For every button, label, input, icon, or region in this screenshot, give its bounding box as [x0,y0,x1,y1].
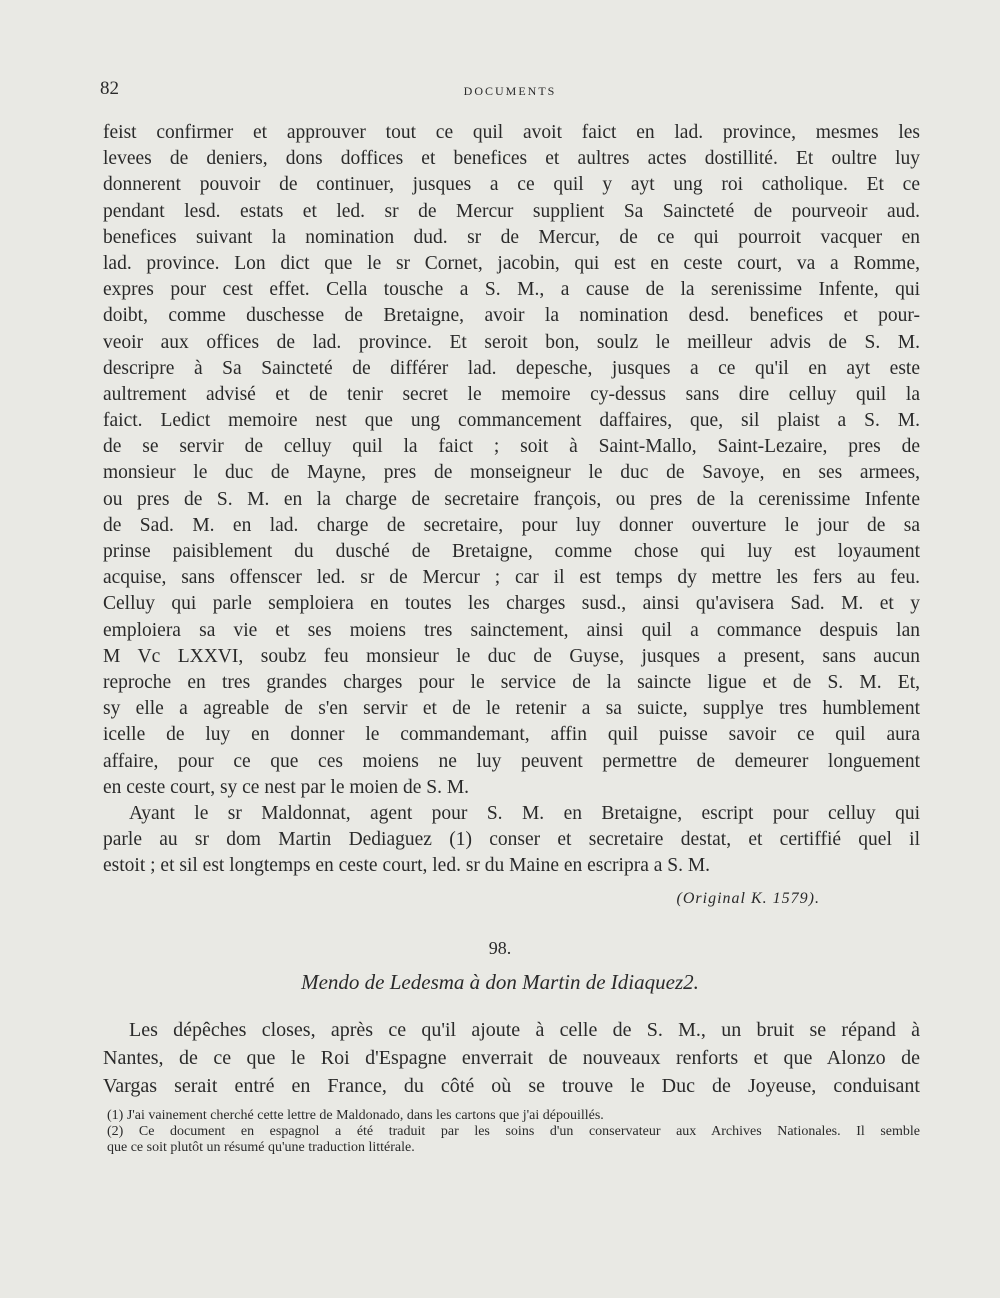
document-title: Mendo de Ledesma à don Martin de Idiaquez2. [301,970,699,994]
body-line: descripre à Sa Sainctеté de différer lad. depesche, jusques a ce qu'il en ayt este [103,357,920,379]
body-line: veoir aux offices de lad. province. Et seroit bon, soulz le meilleur advis de S. M. [103,331,920,353]
running-head: DOCUMENTS [463,84,557,98]
body-line: doibt, comme duschesse de Bretaigne, avoir la nomination desd. benefices et pour- [103,305,920,327]
body-line: ou pres de S. M. en la charge de secretaire françois, ou pres de la cerenissime Infente [103,488,920,510]
body-line: de Sad. M. en lad. charge de secretaire, pour luy donner ouverture le jour de sa [103,514,920,536]
page-header [100,78,920,102]
body-text [103,120,920,879]
document-line: Vargas serait entré en France, du côté où se trouve le Duc de Joyeuse, conduisant [103,1075,920,1097]
body-line: de se servir de celluy quil la faict ; soit à Saint-Mallo, Saint-Lezaire, pres de [103,436,920,458]
body-line: expres pour cest effet. Cella tousche a S. M., a cause de la serenissime Infente, qui [103,279,920,301]
body-line: Celluy qui parle semploiera en toutes les charges susd., ainsi qu'avisera Sad. M. et y [103,593,920,615]
body-line: M Vc LXXVI, soubz feu monsieur le duc de Guyse, jusques a present, sans aucun [103,645,920,667]
body-line: faict. Ledict memoire nest que ung commancement daffaires, que, sil plaist a S. M. [103,410,920,432]
body-line: affaire, pour ce que ces moiens ne luy peuvent permettre de demeurer longuement [103,750,920,772]
body-line: acquise, sans offenscer led. sr de Mercur ; car il est temps dy mettre les fers au feu. [103,567,920,589]
body-line: lad. province. Lon dict que le sr Cornet, jacobin, qui est en ceste court, va a Romme, [103,252,920,274]
footnote: (2) Ce document en espagnol a été traduit par les soins d'un conservateur aux Archives Nationales. Il semble [107,1124,920,1139]
body-line: Ayant le sr Maldonnat, agent pour S. M. en Bretaigne, escript pour celluy qui [129,802,920,824]
body-line: estoit ; et sil est longtemps en ceste court, led. sr du Maine en escripra a S. M. [103,855,711,877]
source-note: (Original K. 1579). [676,890,820,907]
body-line: parle au sr dom Martin Dediaguez (1) conser et secretaire destat, et certiffié quel il [103,829,920,851]
body-line: sy elle a agreable de s'en servir et de le retenir a sa suicte, supplye tres humblement [103,698,920,720]
body-line: monsieur le duc de Mayne, pres de monseigneur le duc de Savoye, en ses armees, [103,462,920,484]
body-line: icelle de luy en donner le commandemant, affin quil puisse savoir ce quil aura [103,724,920,746]
footnote: (1) J'ai vainement cherché cette lettre de Maldonado, dans les cartons que j'ai dépouillés. [107,1108,604,1123]
body-line: pendant lesd. estats et led. sr de Mercur supplient Sa Sainctеté de pourveoir aud. [103,200,920,222]
body-line: levees de deniers, dons doffices et benefices et aultres actes dostillité. Et oultre luy [103,148,920,170]
body-line: feist confirmer et approuver tout ce quil avoit faict en lad. province, mesmes les [103,122,920,143]
body-line: donnerent pouvoir de continuer, jusques a ce quil y ayt ung roi catholique. Et ce [103,174,920,196]
document-body [103,1016,920,1100]
page-number: 82 [100,78,119,99]
document-number: 98. [488,938,512,958]
body-line: prinse paisiblement du dusché de Bretaigne, comme chose qui luy est loyaument [103,541,920,562]
body-line: benefices suivant la nomination dud. sr de Mercur, de ce qui pourroit vacquer en [103,226,920,248]
body-line: aultrement advisé et de tenir secret le memoire cy-dessus sans dire celluy quil la [103,383,920,405]
document-line: Les dépêches closes, après ce qu'il ajoute à celle de S. M., un bruit se répand à [129,1019,920,1041]
body-line: reproche en tres grandes charges pour le service de la saincte ligue et de S. M. Et, [103,671,920,693]
footnotes [107,1108,920,1156]
footnote: que ce soit plutôt un résumé qu'une traduction littérale. [107,1140,415,1155]
body-line: en ceste court, sy ce nest par le moien de S. M. [103,776,470,798]
document-line: Nantes, de ce que le Roi d'Espagne enverrait de nouveaux renforts et que Alonzo de [103,1047,920,1069]
body-line: emploiera sa vie et ses moiens tres sainctement, ainsi quil a commance despuis lan [103,619,920,641]
